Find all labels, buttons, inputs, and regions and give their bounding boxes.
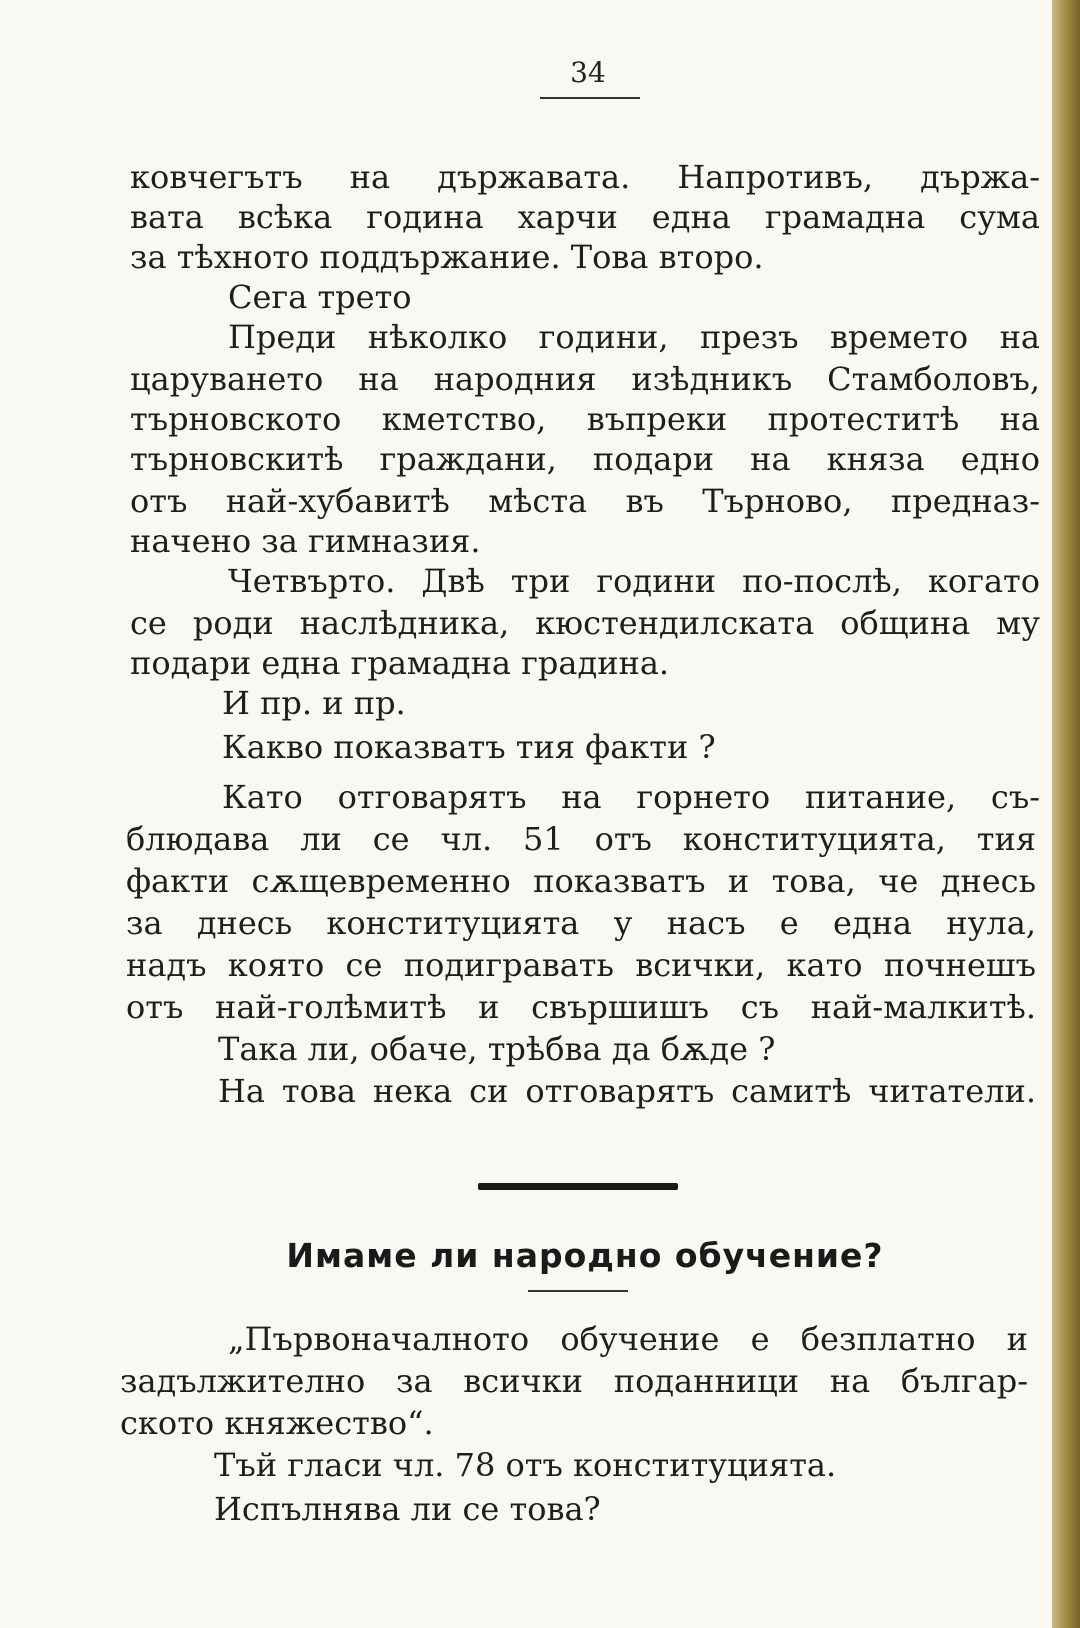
text-line: търновското кметство, въпреки протеститѣ на [130,400,1040,438]
text-line: отъ най-хубавитѣ мѣста въ Търново, предназ- [130,482,1040,520]
text-line: вата всѣка година харчи една грамадна сума [130,198,1040,236]
text-line: начено за гимназия. [130,522,481,560]
text-line: ското княжество“. [120,1404,434,1442]
text-line: „Първоначалното обучение е безплатно и [228,1320,1028,1358]
text-line: блюдава ли се чл. 51 отъ конституцията, тия [126,820,1036,858]
text-line: Четвърто. Двѣ три години по-послѣ, когато [228,562,1040,600]
text-line: Сега трето [228,278,412,316]
text-line: подари една грамадна градина. [130,644,670,682]
text-line: задължително за всички поданници на българ- [120,1362,1028,1400]
text-line: И пр. и пр. [222,684,406,722]
text-line: отъ най-голѣмитѣ и свършишъ съ най-малкитѣ. [126,988,1036,1026]
text-line: царуването на народния изѣдникъ Стамболовъ, [130,360,1040,398]
text-line: Испълнява ли се това? [214,1490,601,1528]
text-line: търновскитѣ граждани, подари на княза едно [130,440,1040,478]
text-line: надъ която се подигравать всички, като почнешъ [126,946,1036,984]
text-line: факти сѫщевременно показватъ и това, че днесь [126,862,1036,900]
text-line: ковчегътъ на държавата. Напротивъ, държа- [130,158,1040,196]
text-line: за тѣхното поддържание. Това второ. [130,238,764,276]
text-line: Какво показватъ тия факти ? [222,728,716,766]
page-number-rule [540,97,640,99]
text-line: за днесь конституцията у насъ е една нула, [126,904,1036,942]
page-number: 34 [570,56,606,89]
heading-rule [528,1290,628,1292]
book-spine [1052,0,1080,1628]
section-separator [478,1183,678,1190]
text-line: Като отговарятъ на горнето питание, съ- [222,778,1040,816]
text-line: Тъй гласи чл. 78 отъ конституцията. [214,1446,837,1484]
text-line: На това нека си отговарятъ самитѣ читатели. [218,1072,1036,1110]
text-line: Така ли, обаче, трѣбва да бѫде ? [218,1030,776,1068]
text-line: се роди наслѣдника, кюстендилската община му [130,604,1040,642]
section-heading: Имаме ли народно обучение? [286,1236,884,1275]
text-line: Преди нѣколко години, презъ времето на [228,318,1040,356]
